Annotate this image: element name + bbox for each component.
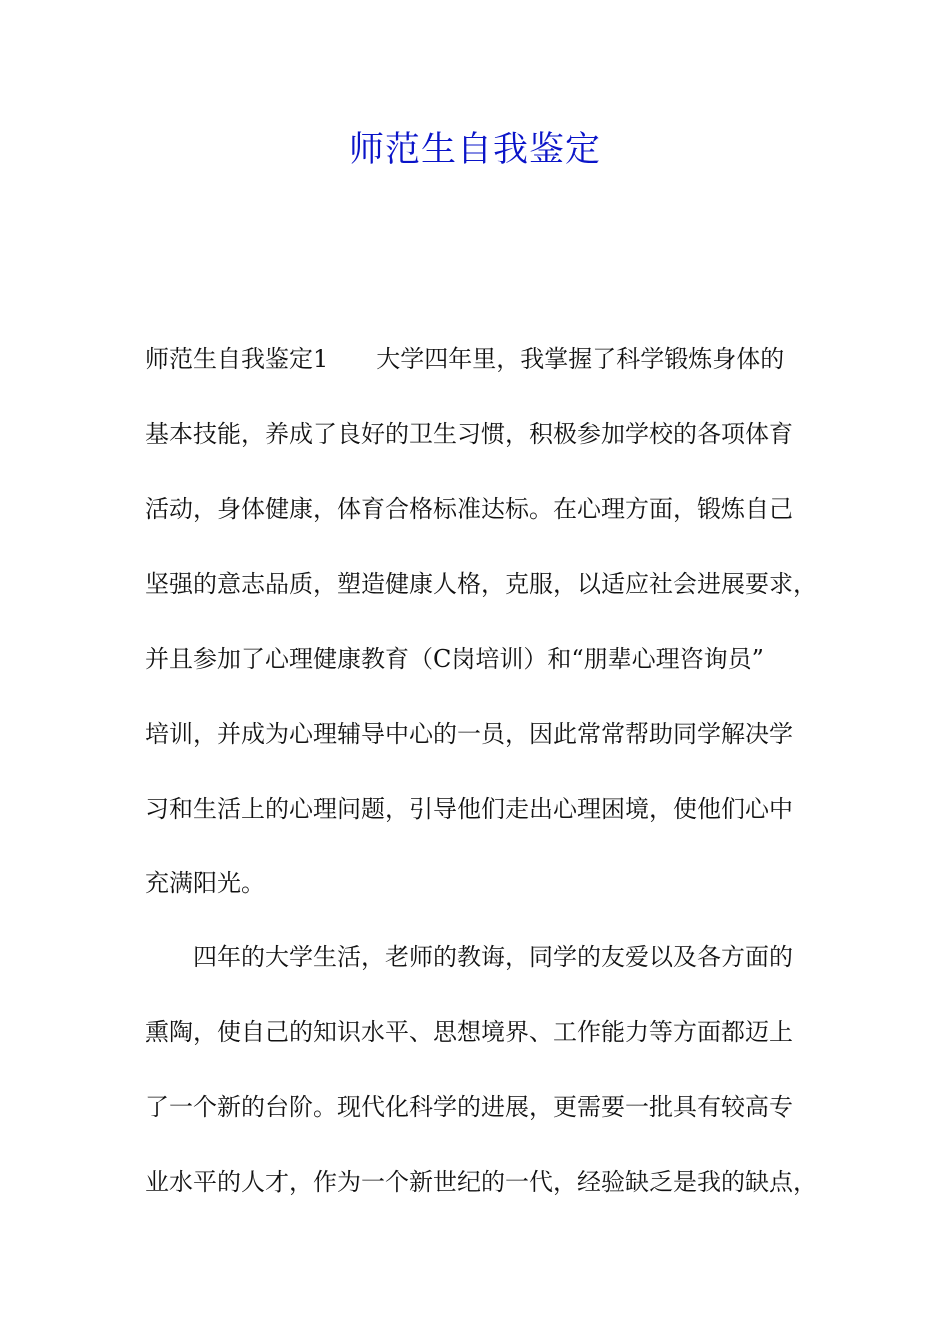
paragraph-2-line: 了一个新的台阶。现代化科学的进展，更需要一批具有较高专 xyxy=(145,1093,793,1121)
paragraph-1-line: 充满阳光。 xyxy=(145,869,265,897)
paragraph-2-line-1: 四年的大学生活，老师的教诲，同学的友爱以及各方面的 xyxy=(193,943,793,971)
paragraph-1-line: 习和生活上的心理问题，引导他们走出心理困境，使他们心中 xyxy=(145,795,793,823)
paragraph-1-line: 活动，身体健康，体育合格标准达标。在心理方面，锻炼自己 xyxy=(145,495,793,523)
section-heading: 师范生自我鉴定1 xyxy=(145,345,329,373)
document-title: 师范生自我鉴定 xyxy=(348,130,601,170)
paragraph-1-first-text: 大学四年里，我掌握了科学锻炼身体的 xyxy=(376,345,785,373)
paragraph-2-line: 熏陶，使自己的知识水平、思想境界、工作能力等方面都迈上 xyxy=(145,1018,793,1046)
paragraph-1-line-1 xyxy=(145,339,825,379)
paragraph-1-line: 基本技能，养成了良好的卫生习惯，积极参加学校的各项体育 xyxy=(145,420,793,448)
paragraph-1-line: 培训，并成为心理辅导中心的一员，因此常常帮助同学解决学 xyxy=(145,720,793,748)
paragraph-1-line: 并且参加了心理健康教育（C岗培训）和“朋辈心理咨询员” xyxy=(145,645,764,673)
paragraph-2-line: 业水平的人才，作为一个新世纪的一代，经验缺乏是我的缺点， xyxy=(145,1168,817,1196)
paragraph-1-line: 坚强的意志品质，塑造健康人格，克服，以适应社会进展要求， xyxy=(145,570,817,598)
